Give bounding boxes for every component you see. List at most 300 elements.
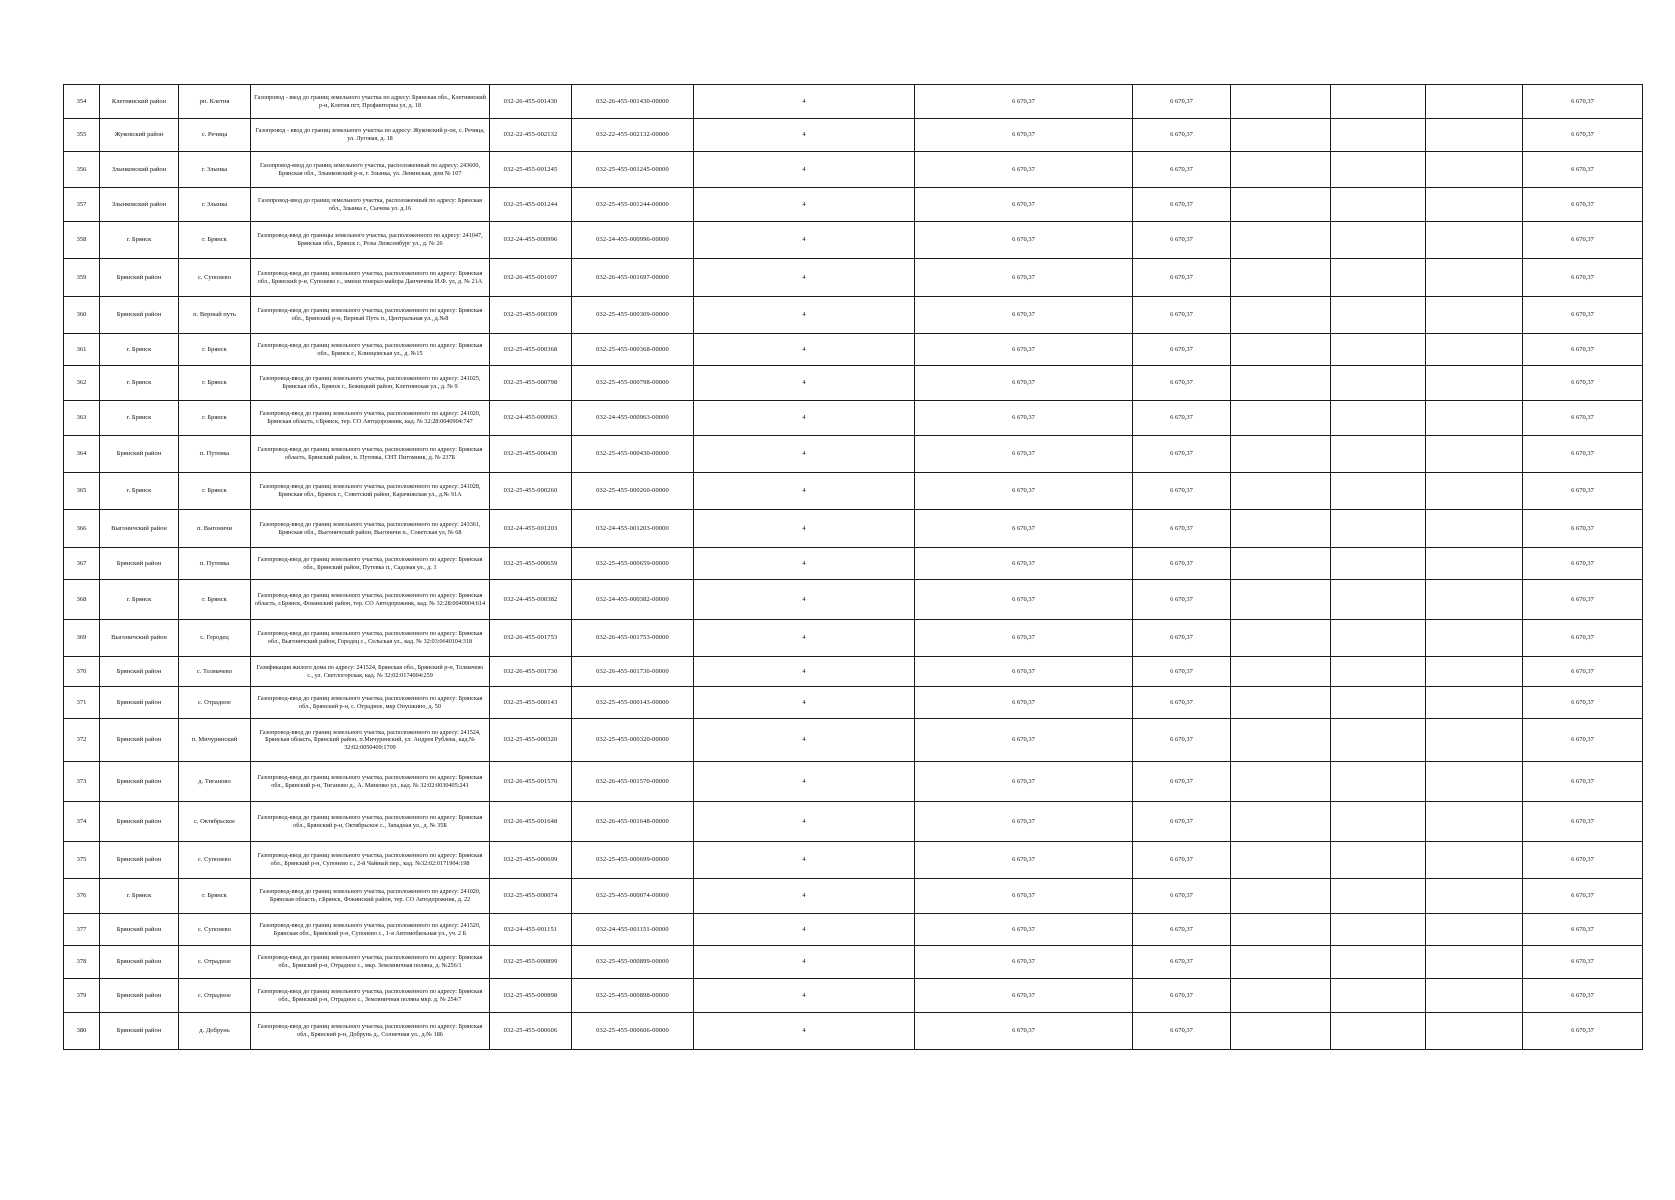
object-code-cell: 032-25-455-000898: [490, 979, 572, 1013]
locality-cell: с. Отрадное: [179, 979, 251, 1013]
amount-total-cell: 6 670,37: [1133, 334, 1231, 366]
full-code-cell: 032-25-455-000699-00000: [572, 842, 694, 879]
empty-cell: [1426, 946, 1523, 979]
empty-cell: [1231, 152, 1331, 188]
quantity-cell: 4: [694, 879, 915, 914]
row-number-cell: 359: [64, 259, 100, 297]
row-total-cell: 6 670,37: [1523, 259, 1643, 297]
locality-cell: с. Городец: [179, 620, 251, 657]
empty-cell: [1231, 188, 1331, 222]
empty-cell: [1331, 222, 1426, 259]
full-code-cell: 032-25-455-000074-00000: [572, 879, 694, 914]
amount-cell: 6 670,37: [915, 580, 1133, 620]
empty-cell: [1231, 119, 1331, 152]
amount-total-cell: 6 670,37: [1133, 842, 1231, 879]
amount-total-cell: 6 670,37: [1133, 510, 1231, 548]
empty-cell: [1426, 188, 1523, 222]
table-row: [64, 297, 1643, 334]
quantity-cell: 4: [694, 719, 915, 762]
data-table: [63, 84, 1643, 1050]
amount-cell: 6 670,37: [915, 1013, 1133, 1050]
locality-cell: п. Путевка: [179, 436, 251, 473]
amount-cell: 6 670,37: [915, 802, 1133, 842]
table-row: [64, 687, 1643, 719]
row-number-cell: 358: [64, 222, 100, 259]
empty-cell: [1331, 366, 1426, 401]
locality-cell: г. Злынка: [179, 152, 251, 188]
empty-cell: [1231, 580, 1331, 620]
amount-total-cell: 6 670,37: [1133, 802, 1231, 842]
amount-cell: 6 670,37: [915, 719, 1133, 762]
description-cell: Газопровод-ввод до границ земельного участка, расположенный по адресу: 243600, Брянская обл., Злынковский р-н, г. Злынка, ул. Ленинская, дом № 107: [251, 152, 490, 188]
quantity-cell: 4: [694, 334, 915, 366]
locality-cell: г. Брянск: [179, 401, 251, 436]
district-cell: Клетнянский район: [100, 85, 179, 119]
object-code-cell: 032-24-455-001203: [490, 510, 572, 548]
empty-cell: [1426, 85, 1523, 119]
amount-total-cell: 6 670,37: [1133, 188, 1231, 222]
amount-total-cell: 6 670,37: [1133, 436, 1231, 473]
description-cell: Газопровод-ввод до границ земельного участка, расположенного по адресу: Брянская обл., Брянский р-н, Верный Путь п., Центральная ул., д.№8: [251, 297, 490, 334]
empty-cell: [1331, 620, 1426, 657]
row-number-cell: 372: [64, 719, 100, 762]
object-code-cell: 032-26-455-001430: [490, 85, 572, 119]
row-total-cell: 6 670,37: [1523, 334, 1643, 366]
quantity-cell: 4: [694, 802, 915, 842]
locality-cell: д. Добрунь: [179, 1013, 251, 1050]
table-body: [64, 85, 1643, 1050]
district-cell: г. Брянск: [100, 222, 179, 259]
amount-total-cell: 6 670,37: [1133, 119, 1231, 152]
quantity-cell: 4: [694, 152, 915, 188]
quantity-cell: 4: [694, 401, 915, 436]
object-code-cell: 032-26-455-001648: [490, 802, 572, 842]
full-code-cell: 032-25-455-000143-00000: [572, 687, 694, 719]
amount-total-cell: 6 670,37: [1133, 979, 1231, 1013]
full-code-cell: 032-25-455-000430-00000: [572, 436, 694, 473]
table-row: [64, 979, 1643, 1013]
object-code-cell: 032-22-455-002132: [490, 119, 572, 152]
quantity-cell: 4: [694, 1013, 915, 1050]
district-cell: Брянский район: [100, 946, 179, 979]
empty-cell: [1231, 510, 1331, 548]
empty-cell: [1426, 1013, 1523, 1050]
empty-cell: [1426, 687, 1523, 719]
table-row: [64, 473, 1643, 510]
row-number-cell: 362: [64, 366, 100, 401]
amount-total-cell: 6 670,37: [1133, 259, 1231, 297]
row-number-cell: 373: [64, 762, 100, 802]
locality-cell: с. Октябрьское: [179, 802, 251, 842]
description-cell: Газопровод-ввод до границ земельного участка, расположенного по адресу: Брянская область, Брянский район, п. Путевка, СНТ Питомник, д. № 237Б: [251, 436, 490, 473]
quantity-cell: 4: [694, 510, 915, 548]
empty-cell: [1426, 580, 1523, 620]
district-cell: г. Брянск: [100, 879, 179, 914]
empty-cell: [1231, 879, 1331, 914]
empty-cell: [1426, 152, 1523, 188]
object-code-cell: 032-24-455-000996: [490, 222, 572, 259]
empty-cell: [1331, 259, 1426, 297]
table-row: [64, 436, 1643, 473]
empty-cell: [1426, 879, 1523, 914]
district-cell: г. Брянск: [100, 580, 179, 620]
amount-cell: 6 670,37: [915, 334, 1133, 366]
row-total-cell: 6 670,37: [1523, 548, 1643, 580]
empty-cell: [1331, 802, 1426, 842]
table-row: [64, 259, 1643, 297]
empty-cell: [1426, 334, 1523, 366]
district-cell: г. Брянск: [100, 401, 179, 436]
row-number-cell: 364: [64, 436, 100, 473]
empty-cell: [1426, 914, 1523, 946]
object-code-cell: 032-25-455-000368: [490, 334, 572, 366]
row-total-cell: 6 670,37: [1523, 580, 1643, 620]
full-code-cell: 032-25-455-001245-00000: [572, 152, 694, 188]
full-code-cell: 032-24-455-001203-00000: [572, 510, 694, 548]
district-cell: Брянский район: [100, 657, 179, 687]
row-number-cell: 366: [64, 510, 100, 548]
empty-cell: [1331, 85, 1426, 119]
empty-cell: [1231, 548, 1331, 580]
object-code-cell: 032-25-455-000659: [490, 548, 572, 580]
district-cell: Брянский район: [100, 762, 179, 802]
row-number-cell: 363: [64, 401, 100, 436]
empty-cell: [1331, 762, 1426, 802]
amount-cell: 6 670,37: [915, 762, 1133, 802]
row-total-cell: 6 670,37: [1523, 879, 1643, 914]
amount-cell: 6 670,37: [915, 879, 1133, 914]
empty-cell: [1331, 719, 1426, 762]
table-row: [64, 914, 1643, 946]
row-number-cell: 370: [64, 657, 100, 687]
quantity-cell: 4: [694, 297, 915, 334]
row-number-cell: 367: [64, 548, 100, 580]
object-code-cell: 032-25-455-000699: [490, 842, 572, 879]
locality-cell: с. Супонево: [179, 914, 251, 946]
empty-cell: [1426, 842, 1523, 879]
amount-cell: 6 670,37: [915, 620, 1133, 657]
row-number-cell: 375: [64, 842, 100, 879]
district-cell: Брянский район: [100, 979, 179, 1013]
row-number-cell: 379: [64, 979, 100, 1013]
empty-cell: [1331, 152, 1426, 188]
empty-cell: [1426, 802, 1523, 842]
row-total-cell: 6 670,37: [1523, 914, 1643, 946]
locality-cell: п. Выгоничи: [179, 510, 251, 548]
quantity-cell: 4: [694, 914, 915, 946]
full-code-cell: 032-25-455-000260-00000: [572, 473, 694, 510]
empty-cell: [1331, 687, 1426, 719]
district-cell: Брянский район: [100, 719, 179, 762]
object-code-cell: 032-25-455-000606: [490, 1013, 572, 1050]
row-total-cell: 6 670,37: [1523, 657, 1643, 687]
locality-cell: п. Верный путь: [179, 297, 251, 334]
amount-total-cell: 6 670,37: [1133, 222, 1231, 259]
object-code-cell: 032-26-455-001753: [490, 620, 572, 657]
amount-total-cell: 6 670,37: [1133, 762, 1231, 802]
amount-cell: 6 670,37: [915, 842, 1133, 879]
quantity-cell: 4: [694, 119, 915, 152]
object-code-cell: 032-25-455-000899: [490, 946, 572, 979]
description-cell: Газопровод-ввод до границ земельного участка, расположенного по адресу: 241025, Брянская обл., Брянск г., Бежицкий район, Клетнянская ул., д. № 9: [251, 366, 490, 401]
row-number-cell: 376: [64, 879, 100, 914]
table-row: [64, 946, 1643, 979]
row-number-cell: 378: [64, 946, 100, 979]
quantity-cell: 4: [694, 259, 915, 297]
district-cell: Злынковский район: [100, 188, 179, 222]
description-cell: Газопровод-ввод до границ земельного участка, расположенного по адресу: 241524, Брянская область, Брянский район, п.Мичуринский, ул. Андрея Рублева, кад.№ 32:02:0050409:1709: [251, 719, 490, 762]
table-row: [64, 119, 1643, 152]
empty-cell: [1426, 762, 1523, 802]
object-code-cell: 032-24-455-000382: [490, 580, 572, 620]
locality-cell: г. Брянск: [179, 879, 251, 914]
full-code-cell: 032-26-455-001648-00000: [572, 802, 694, 842]
table-row: [64, 580, 1643, 620]
empty-cell: [1426, 657, 1523, 687]
quantity-cell: 4: [694, 657, 915, 687]
locality-cell: с. Отрадное: [179, 946, 251, 979]
amount-cell: 6 670,37: [915, 473, 1133, 510]
quantity-cell: 4: [694, 762, 915, 802]
empty-cell: [1231, 473, 1331, 510]
row-number-cell: 380: [64, 1013, 100, 1050]
amount-cell: 6 670,37: [915, 436, 1133, 473]
quantity-cell: 4: [694, 436, 915, 473]
object-code-cell: 032-25-455-000074: [490, 879, 572, 914]
locality-cell: г. Злынка: [179, 188, 251, 222]
locality-cell: г. Брянск: [179, 366, 251, 401]
empty-cell: [1331, 580, 1426, 620]
district-cell: Брянский район: [100, 914, 179, 946]
full-code-cell: 032-25-455-000659-00000: [572, 548, 694, 580]
amount-cell: 6 670,37: [915, 548, 1133, 580]
amount-total-cell: 6 670,37: [1133, 657, 1231, 687]
row-number-cell: 361: [64, 334, 100, 366]
amount-total-cell: 6 670,37: [1133, 548, 1231, 580]
object-code-cell: 032-25-455-000260: [490, 473, 572, 510]
empty-cell: [1331, 979, 1426, 1013]
district-cell: Брянский район: [100, 436, 179, 473]
empty-cell: [1231, 222, 1331, 259]
object-code-cell: 032-26-455-001697: [490, 259, 572, 297]
district-cell: Брянский район: [100, 1013, 179, 1050]
quantity-cell: 4: [694, 366, 915, 401]
row-number-cell: 369: [64, 620, 100, 657]
locality-cell: п. Мичуринский: [179, 719, 251, 762]
full-code-cell: 032-26-455-001730-00000: [572, 657, 694, 687]
empty-cell: [1426, 297, 1523, 334]
object-code-cell: 032-24-455-001151: [490, 914, 572, 946]
row-total-cell: 6 670,37: [1523, 510, 1643, 548]
table-row: [64, 842, 1643, 879]
amount-cell: 6 670,37: [915, 259, 1133, 297]
full-code-cell: 032-26-455-001697-00000: [572, 259, 694, 297]
table-row: [64, 222, 1643, 259]
district-cell: Брянский район: [100, 297, 179, 334]
description-cell: Газопровод-ввод до границ земельного участка, расположенный по адресу: Брянская обл., Злынка г., Сычева ул. д.16: [251, 188, 490, 222]
quantity-cell: 4: [694, 473, 915, 510]
quantity-cell: 4: [694, 188, 915, 222]
empty-cell: [1331, 1013, 1426, 1050]
quantity-cell: 4: [694, 946, 915, 979]
empty-cell: [1331, 436, 1426, 473]
full-code-cell: 032-25-455-000798-00000: [572, 366, 694, 401]
empty-cell: [1231, 762, 1331, 802]
row-total-cell: 6 670,37: [1523, 719, 1643, 762]
object-code-cell: 032-25-455-001245: [490, 152, 572, 188]
row-total-cell: 6 670,37: [1523, 762, 1643, 802]
district-cell: Брянский район: [100, 802, 179, 842]
row-total-cell: 6 670,37: [1523, 802, 1643, 842]
row-total-cell: 6 670,37: [1523, 152, 1643, 188]
empty-cell: [1331, 879, 1426, 914]
locality-cell: г. Брянск: [179, 580, 251, 620]
amount-total-cell: 6 670,37: [1133, 719, 1231, 762]
empty-cell: [1231, 334, 1331, 366]
district-cell: г. Брянск: [100, 473, 179, 510]
row-number-cell: 355: [64, 119, 100, 152]
row-total-cell: 6 670,37: [1523, 979, 1643, 1013]
empty-cell: [1331, 334, 1426, 366]
row-number-cell: 360: [64, 297, 100, 334]
object-code-cell: 032-25-455-000309: [490, 297, 572, 334]
row-number-cell: 357: [64, 188, 100, 222]
quantity-cell: 4: [694, 85, 915, 119]
full-code-cell: 032-25-455-000606-00000: [572, 1013, 694, 1050]
description-cell: Газопровод-ввод до границ земельного участка, расположенного по адресу: Брянская обл., Брянский р-н, Тиганово д., А. Миненко ул., кад. № 32:02:0030405:241: [251, 762, 490, 802]
empty-cell: [1426, 222, 1523, 259]
locality-cell: с. Речица: [179, 119, 251, 152]
object-code-cell: 032-24-455-000963: [490, 401, 572, 436]
full-code-cell: 032-26-455-001570-00000: [572, 762, 694, 802]
empty-cell: [1331, 842, 1426, 879]
full-code-cell: 032-25-455-000899-00000: [572, 946, 694, 979]
empty-cell: [1231, 842, 1331, 879]
amount-total-cell: 6 670,37: [1133, 85, 1231, 119]
quantity-cell: 4: [694, 548, 915, 580]
table-row: [64, 879, 1643, 914]
description-cell: Газопровод-ввод до границ земельного участка, расположенного по адресу: Брянская обл., Брянский р-н, Отрадное с., мкр. Земляничная поляна, д. №256/1: [251, 946, 490, 979]
empty-cell: [1426, 979, 1523, 1013]
row-total-cell: 6 670,37: [1523, 687, 1643, 719]
empty-cell: [1231, 946, 1331, 979]
full-code-cell: 032-26-455-001753-00000: [572, 620, 694, 657]
amount-cell: 6 670,37: [915, 222, 1133, 259]
amount-cell: 6 670,37: [915, 366, 1133, 401]
object-code-cell: 032-26-455-001730: [490, 657, 572, 687]
quantity-cell: 4: [694, 979, 915, 1013]
table-row: [64, 657, 1643, 687]
description-cell: Газопровод-ввод до границ земельного участка, расположенного по адресу: Брянская обл., Брянский район, Путевка п., Садовая ул., д. 1: [251, 548, 490, 580]
empty-cell: [1331, 473, 1426, 510]
empty-cell: [1331, 297, 1426, 334]
row-total-cell: 6 670,37: [1523, 1013, 1643, 1050]
row-number-cell: 371: [64, 687, 100, 719]
empty-cell: [1331, 119, 1426, 152]
object-code-cell: 032-25-455-000143: [490, 687, 572, 719]
full-code-cell: 032-25-455-000320-00000: [572, 719, 694, 762]
row-total-cell: 6 670,37: [1523, 436, 1643, 473]
description-cell: Газопровод-ввод до границ земельного участка, расположенного по адресу: Брянская обл., Выгоничский район, Городец с., Сельская ул., кад. № 32:03:0640104:318: [251, 620, 490, 657]
district-cell: г. Брянск: [100, 366, 179, 401]
object-code-cell: 032-25-455-000320: [490, 719, 572, 762]
table-row: [64, 85, 1643, 119]
row-total-cell: 6 670,37: [1523, 297, 1643, 334]
district-cell: Выгоничский район: [100, 620, 179, 657]
full-code-cell: 032-24-455-000963-00000: [572, 401, 694, 436]
empty-cell: [1331, 914, 1426, 946]
amount-cell: 6 670,37: [915, 914, 1133, 946]
full-code-cell: 032-25-455-000898-00000: [572, 979, 694, 1013]
description-cell: Газопровод-ввод до границ земельного участка, расположенного по адресу: Брянская обл., Брянск г., Клинцовская ул., д. №15: [251, 334, 490, 366]
empty-cell: [1331, 510, 1426, 548]
table-row: [64, 620, 1643, 657]
table-row: [64, 510, 1643, 548]
empty-cell: [1426, 366, 1523, 401]
description-cell: Газопровод-ввод до границ земельного участка, расположенного по адресу: 243361, Брянская обл., Выгоничский район, Выгоничи п., Советская ул, № 68: [251, 510, 490, 548]
amount-cell: 6 670,37: [915, 401, 1133, 436]
table-row: [64, 719, 1643, 762]
description-cell: Газопровод - ввод до границ земельного участка по адресу: Брянская обл., Клетнянский р-н, Клетня пгт, Профинтерна ул, д. 18: [251, 85, 490, 119]
empty-cell: [1426, 259, 1523, 297]
district-cell: Злынковский район: [100, 152, 179, 188]
empty-cell: [1231, 85, 1331, 119]
amount-total-cell: 6 670,37: [1133, 620, 1231, 657]
locality-cell: с. Супонево: [179, 842, 251, 879]
locality-cell: г. Брянск: [179, 222, 251, 259]
locality-cell: с. Толмачево: [179, 657, 251, 687]
locality-cell: п. Путевка: [179, 548, 251, 580]
table-row: [64, 1013, 1643, 1050]
empty-cell: [1231, 620, 1331, 657]
description-cell: Газопровод-ввод до границ земельного участка, расположенного по адресу: Брянская область, г.Брянск, Фокинский район, тер. СО Автодорожник, кад. № 32:28:0040904:614: [251, 580, 490, 620]
table-row: [64, 366, 1643, 401]
full-code-cell: 032-25-455-001244-00000: [572, 188, 694, 222]
district-cell: Брянский район: [100, 842, 179, 879]
full-code-cell: 032-25-455-000368-00000: [572, 334, 694, 366]
quantity-cell: 4: [694, 842, 915, 879]
full-code-cell: 032-25-455-000309-00000: [572, 297, 694, 334]
locality-cell: г. Брянск: [179, 473, 251, 510]
empty-cell: [1231, 802, 1331, 842]
description-cell: Газопровод-ввод до границ земельного участка, расположенного по адресу: 241020, Брянская область, г.Брянск, тер. СО Автодорожник, кад. № 32:28:0040904:747: [251, 401, 490, 436]
row-total-cell: 6 670,37: [1523, 473, 1643, 510]
empty-cell: [1231, 719, 1331, 762]
amount-cell: 6 670,37: [915, 152, 1133, 188]
row-number-cell: 356: [64, 152, 100, 188]
amount-total-cell: 6 670,37: [1133, 1013, 1231, 1050]
full-code-cell: 032-24-455-001151-00000: [572, 914, 694, 946]
quantity-cell: 4: [694, 620, 915, 657]
description-cell: Газопровод-ввод до границ земельного участка, расположенного по адресу: Брянская обл., Брянский р-н, Супонево с., имени генерал-майора Данчичева И.Ф. ул, д. № 21А: [251, 259, 490, 297]
empty-cell: [1331, 946, 1426, 979]
district-cell: Жуковский район: [100, 119, 179, 152]
row-number-cell: 374: [64, 802, 100, 842]
amount-cell: 6 670,37: [915, 979, 1133, 1013]
description-cell: Газопровод-ввод до границ земельного участка, расположенного по адресу: Брянская обл., Брянский р-н, Отрадное с., Земляничная поляна мкр. д. № 254/7: [251, 979, 490, 1013]
row-number-cell: 368: [64, 580, 100, 620]
table-row: [64, 802, 1643, 842]
amount-total-cell: 6 670,37: [1133, 401, 1231, 436]
amount-cell: 6 670,37: [915, 687, 1133, 719]
amount-total-cell: 6 670,37: [1133, 473, 1231, 510]
description-cell: Газопровод-ввод до границ земельного участка, расположенного по адресу: 241028, Брянская обл., Брянск г., Советский район, Карачижская ул., д.№ 91А: [251, 473, 490, 510]
table-row: [64, 548, 1643, 580]
district-cell: Брянский район: [100, 259, 179, 297]
empty-cell: [1426, 401, 1523, 436]
row-total-cell: 6 670,37: [1523, 188, 1643, 222]
empty-cell: [1426, 119, 1523, 152]
